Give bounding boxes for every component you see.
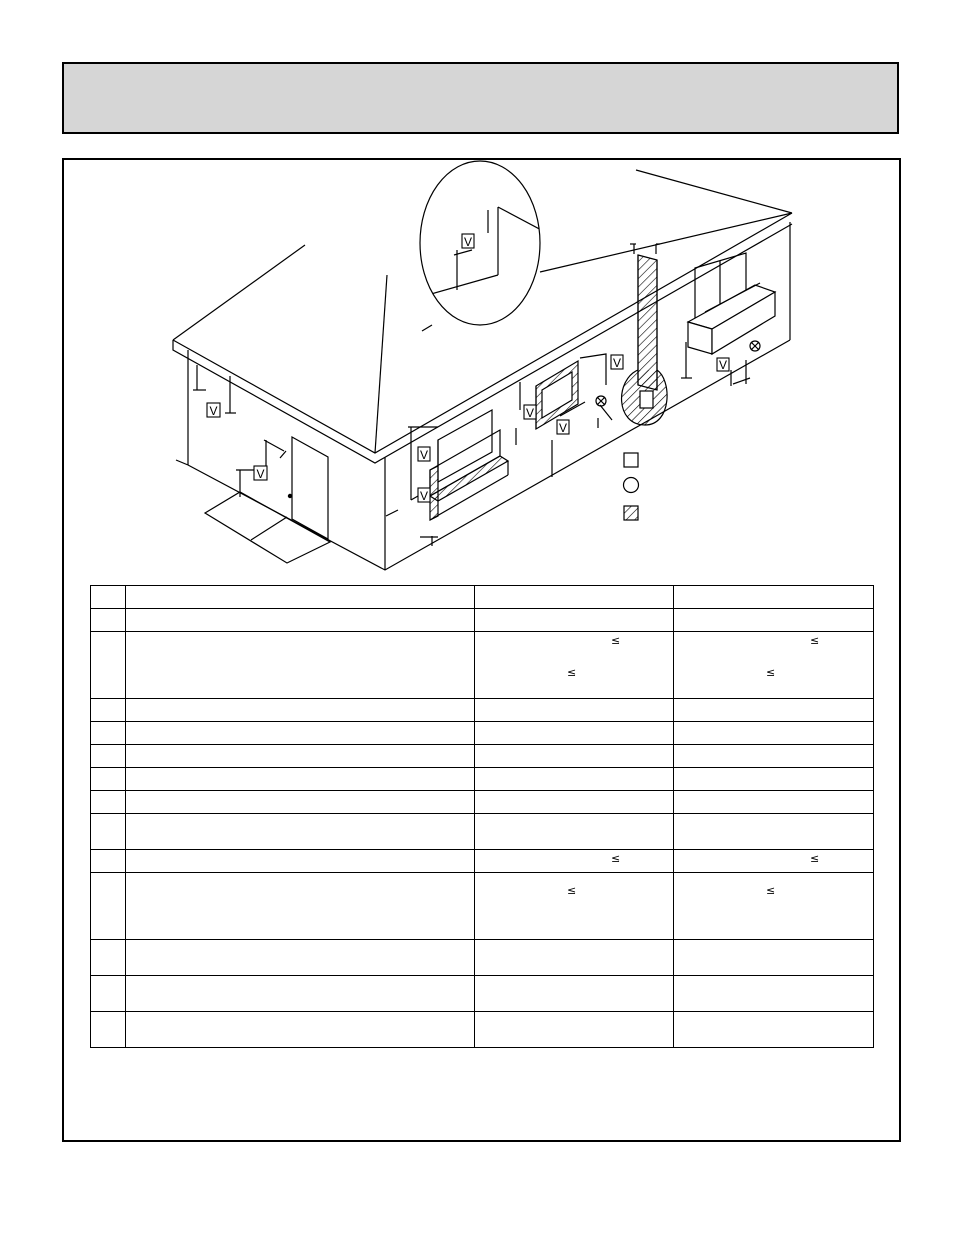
us-cell [674, 940, 874, 976]
row-letter-cell [91, 873, 126, 940]
table-body [91, 586, 874, 1048]
canada-cell [475, 722, 674, 745]
table-row [91, 850, 874, 873]
magnified-inset [410, 161, 560, 325]
us-cell [674, 586, 874, 609]
us-cell [674, 722, 874, 745]
svg-text:V: V [419, 489, 429, 503]
canada-cell [475, 768, 674, 791]
description-cell [126, 976, 475, 1012]
canada-cell [475, 814, 674, 850]
us-cell [674, 699, 874, 722]
row-letter-cell [91, 745, 126, 768]
less-equal-symbol: ≤ [611, 634, 621, 647]
svg-text:V: V [612, 356, 622, 370]
description-cell [126, 791, 475, 814]
less-equal-symbol: ≤ [766, 666, 776, 679]
table-row [91, 722, 874, 745]
svg-text:V: V [256, 467, 265, 481]
vent-marker [418, 488, 430, 503]
vent-marker [611, 355, 623, 370]
us-cell [674, 745, 874, 768]
table-row [91, 873, 874, 940]
walls [176, 222, 790, 570]
legend-square [624, 453, 638, 467]
svg-text:V: V [209, 404, 218, 418]
exhaust-markers [596, 341, 760, 406]
row-letter-cell [91, 814, 126, 850]
table-row [91, 814, 874, 850]
vent-marker [418, 447, 430, 462]
clearance-table [90, 585, 874, 1048]
table-header-row [91, 586, 874, 609]
canada-cell [475, 976, 674, 1012]
canada-cell [475, 791, 674, 814]
svg-text:V: V [463, 235, 473, 249]
vent-marker [717, 358, 729, 372]
less-equal-symbol: ≤ [810, 852, 820, 865]
symbol-legend [624, 453, 639, 520]
row-letter-cell [91, 976, 126, 1012]
front-door [288, 437, 328, 539]
less-equal-symbol: ≤ [766, 884, 776, 897]
us-cell [674, 873, 874, 940]
table-row [91, 976, 874, 1012]
row-letter-cell [91, 609, 126, 632]
table-row [91, 745, 874, 768]
us-cell [674, 814, 874, 850]
description-cell [126, 768, 475, 791]
table-row [91, 609, 874, 632]
us-cell [674, 768, 874, 791]
less-equal-symbol: ≤ [567, 666, 577, 679]
canada-cell [475, 699, 674, 722]
left-wall-clearance-marks [193, 365, 286, 497]
svg-text:V: V [718, 358, 728, 372]
description-cell [126, 699, 475, 722]
description-cell [126, 745, 475, 768]
description-cell [126, 814, 475, 850]
canada-cell [475, 632, 674, 699]
vent-marker [557, 420, 569, 435]
front-window-lower [430, 410, 508, 520]
less-equal-symbol: ≤ [567, 884, 577, 897]
row-letter-cell [91, 699, 126, 722]
svg-text:V: V [558, 421, 568, 435]
table-row [91, 768, 874, 791]
description-cell [126, 1012, 475, 1048]
us-cell [674, 632, 874, 699]
canada-cell [475, 745, 674, 768]
vent-marker [207, 403, 220, 418]
vent-marker [462, 234, 474, 249]
row-letter-cell [91, 1012, 126, 1048]
table-row [91, 632, 874, 699]
row-letter-cell [91, 940, 126, 976]
vent-marker [254, 466, 267, 481]
row-letter-cell [91, 850, 126, 873]
description-cell [126, 632, 475, 699]
us-cell [674, 609, 874, 632]
us-cell [674, 1012, 874, 1048]
us-cell [674, 850, 874, 897]
row-letter-cell [91, 586, 126, 609]
less-equal-symbol: ≤ [810, 634, 820, 647]
table-row [91, 699, 874, 722]
canada-cell [475, 609, 674, 632]
description-cell [126, 873, 475, 940]
canada-cell [475, 586, 674, 609]
front-stoop [205, 492, 330, 563]
row-letter-cell [91, 722, 126, 745]
description-cell [126, 722, 475, 745]
planter-box [688, 283, 775, 354]
description-cell [126, 609, 475, 632]
us-cell [674, 791, 874, 814]
canada-cell [475, 873, 674, 940]
description-cell [126, 586, 475, 609]
table-row [91, 940, 874, 976]
table-row [91, 791, 874, 814]
legend-circle [624, 478, 639, 493]
row-letter-cell [91, 768, 126, 791]
vent-marker [524, 405, 536, 420]
table-row [91, 1012, 874, 1048]
svg-text:V: V [419, 448, 429, 462]
description-cell [126, 940, 475, 976]
chimney [622, 244, 668, 425]
row-letter-cell [91, 791, 126, 814]
svg-text:V: V [525, 406, 535, 420]
canada-cell [475, 940, 674, 976]
row-letter-cell [91, 632, 126, 699]
legend-hatched-square [624, 506, 638, 520]
canada-cell [475, 850, 674, 897]
description-cell [126, 850, 475, 873]
less-equal-symbol: ≤ [611, 852, 621, 865]
us-cell [674, 976, 874, 1012]
canada-cell [475, 1012, 674, 1048]
